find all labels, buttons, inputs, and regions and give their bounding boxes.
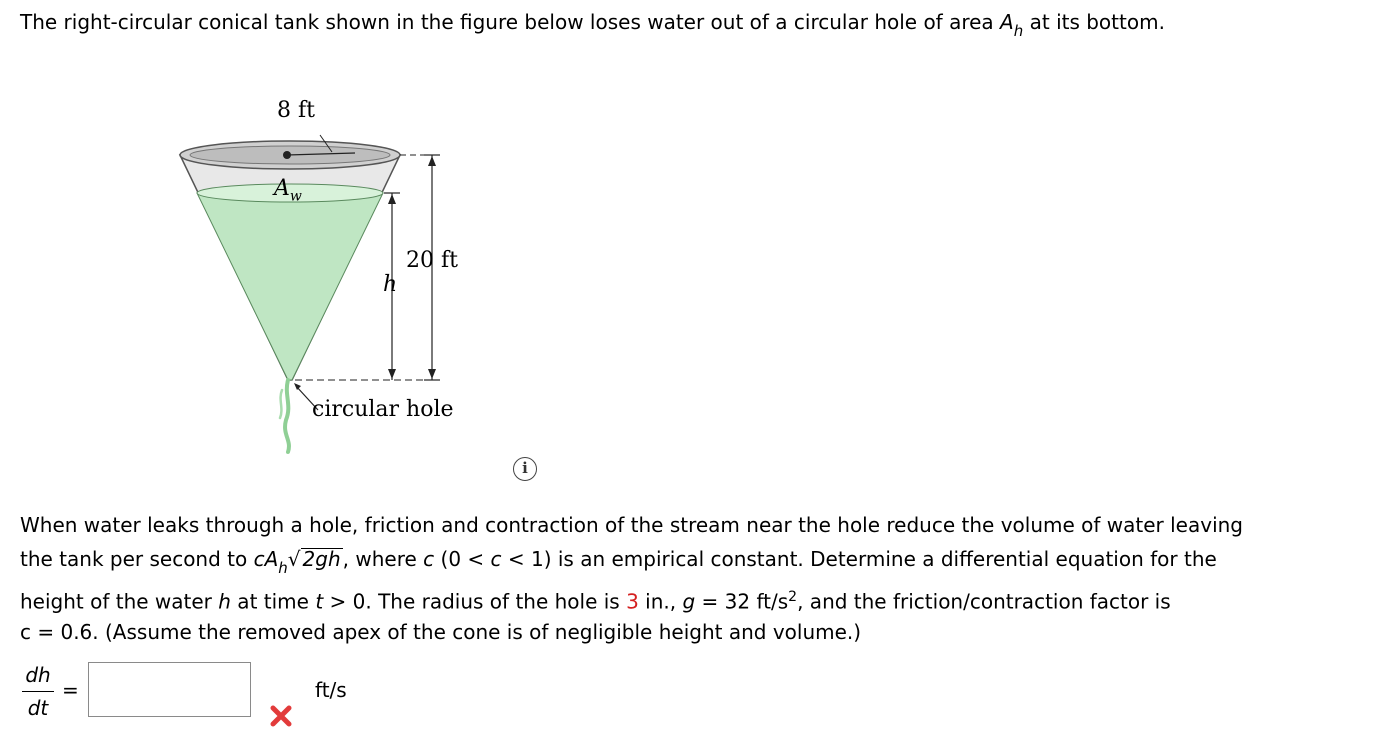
problem-line-3: height of the water h at time t > 0. The radius of the hole is 3 in., g = 32 $ft/s^2$, and the friction/contraction factor is bbox=[20, 589, 1171, 614]
incorrect-x-icon bbox=[268, 703, 294, 729]
info-icon[interactable]: i bbox=[513, 457, 537, 481]
hole-label: circular hole bbox=[312, 397, 454, 422]
problem-line-4: c = 0.6. (Assume the removed apex of the cone is of negligible height and volume.) bbox=[20, 620, 862, 644]
problem-line-2: the tank per second to $cA_h√$ 2gh , where c (0 < c < 1) is an empirical constant. Determine a differential equation for the bbox=[20, 547, 1217, 577]
answer-input[interactable] bbox=[88, 662, 251, 717]
conical-tank-figure bbox=[170, 90, 490, 460]
sqrt-symbol: √ bbox=[287, 547, 301, 571]
height-label: 20 ft bbox=[406, 248, 458, 273]
hole-radius-value: 3 bbox=[626, 589, 639, 614]
radius-label: 8 ft bbox=[277, 98, 315, 123]
intro-text: The right-circular conical tank shown in the figure below loses water out of a circular hole of area $A_h$ at its bottom. bbox=[20, 10, 1165, 40]
equals-sign: = bbox=[62, 678, 79, 702]
answer-units: ft/s bbox=[315, 678, 347, 702]
water-height-label: h bbox=[383, 272, 398, 297]
problem-line-1: When water leaks through a hole, friction and contraction of the stream near the hole reduce the volume of water leaving bbox=[20, 513, 1243, 537]
surface-area-label: $A_w$ bbox=[274, 176, 302, 205]
derivative-fraction: $\frac{dh}{dt}$ bbox=[22, 663, 54, 720]
